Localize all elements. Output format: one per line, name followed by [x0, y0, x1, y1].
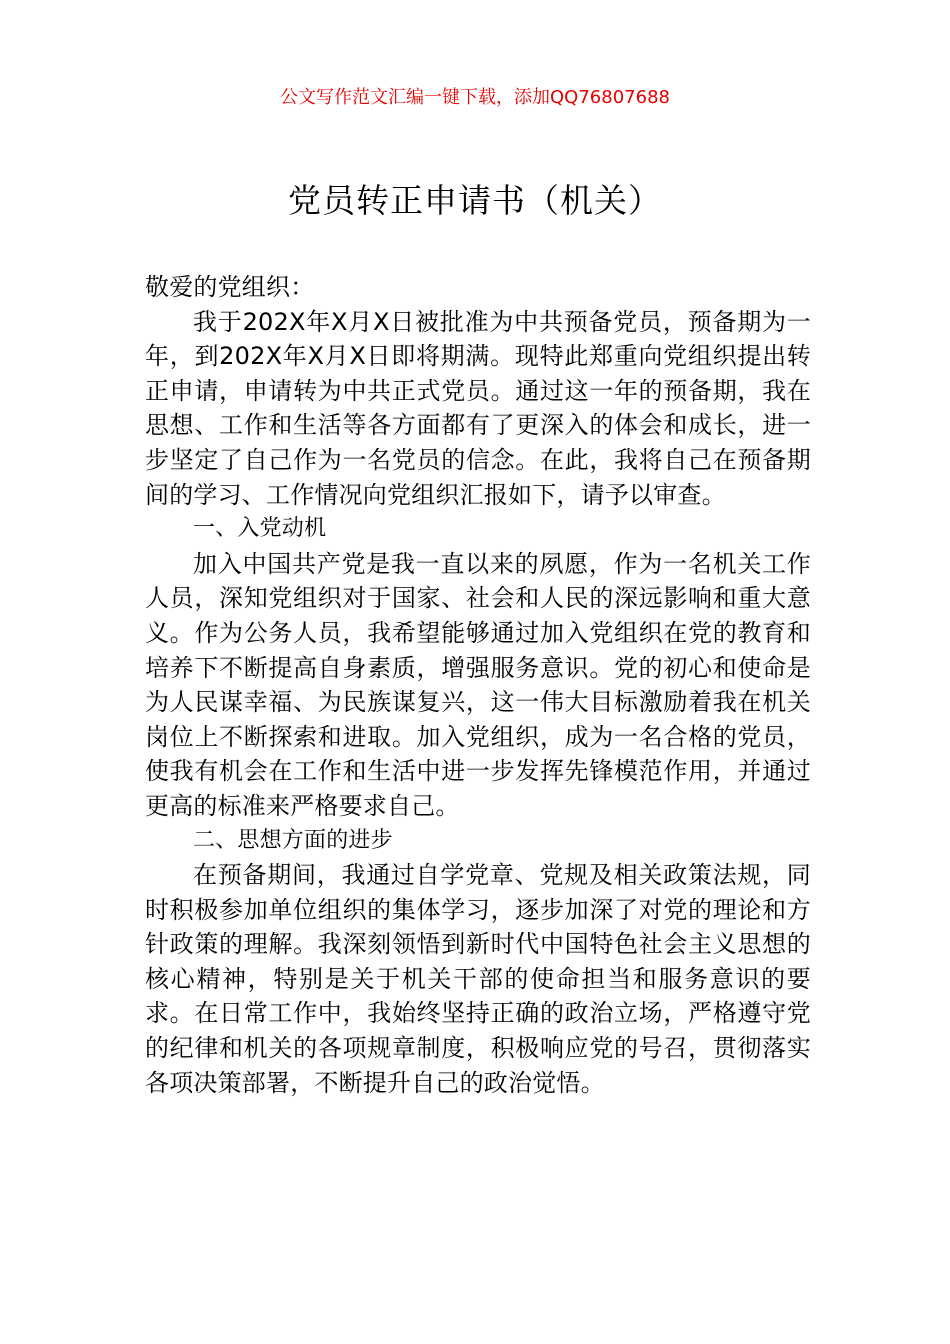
- download-notice: 公文写作范文汇编一键下载，添加QQ76807688: [280, 87, 670, 108]
- paragraph-intro: 我于202X年X月X日被批准为中共预备党员，预备期为一年，到202X年X月X日即将期满。现特此郑重向党组织提出转正申请，申请转为中共正式党员。通过这一年的预备期，我在思想、工作和生活等各方面都有了更深入的体会和成长，进一步坚定了自己作为一名党员的信念。在此，我将自己在预备期间的学习、工作情况向党组织汇报如下，请予以审查。: [145, 307, 811, 509]
- section-heading-thought-progress: 二、思想方面的进步: [193, 827, 393, 853]
- salutation: 敬爱的党组织：: [145, 273, 315, 301]
- document-body: [145, 270, 811, 1100]
- document-title: 党员转正申请书（机关）: [288, 181, 662, 220]
- paragraph-thought-progress: 在预备期间，我通过自学党章、党规及相关政策法规，同时积极参加单位组织的集体学习，逐步加深了对党的理论和方针政策的理解。我深刻领悟到新时代中国特色社会主义思想的核心精神，特别是关于机关干部的使命担当和服务意识的要求。在日常工作中，我始终坚持正确的政治立场，严格遵守党的纪律和机关的各项规章制度，积极响应党的号召，贯彻落实各项决策部署，不断提升自己的政治觉悟。: [145, 861, 811, 1097]
- section-heading-motivation: 一、入党动机: [193, 516, 327, 542]
- paragraph-motivation: 加入中国共产党是我一直以来的夙愿，作为一名机关工作人员，深知党组织对于国家、社会和人民的深远影响和重大意义。作为公务人员，我希望能够通过加入党组织在党的教育和培养下不断提高自身素质，增强服务意识。党的初心和使命是为人民谋幸福、为民族谋复兴，这一伟大目标激励着我在机关岗位上不断探索和进取。加入党组织，成为一名合格的党员，使我有机会在工作和生活中进一步发挥先锋模范作用，并通过更高的标准来严格要求自己。: [145, 549, 811, 820]
